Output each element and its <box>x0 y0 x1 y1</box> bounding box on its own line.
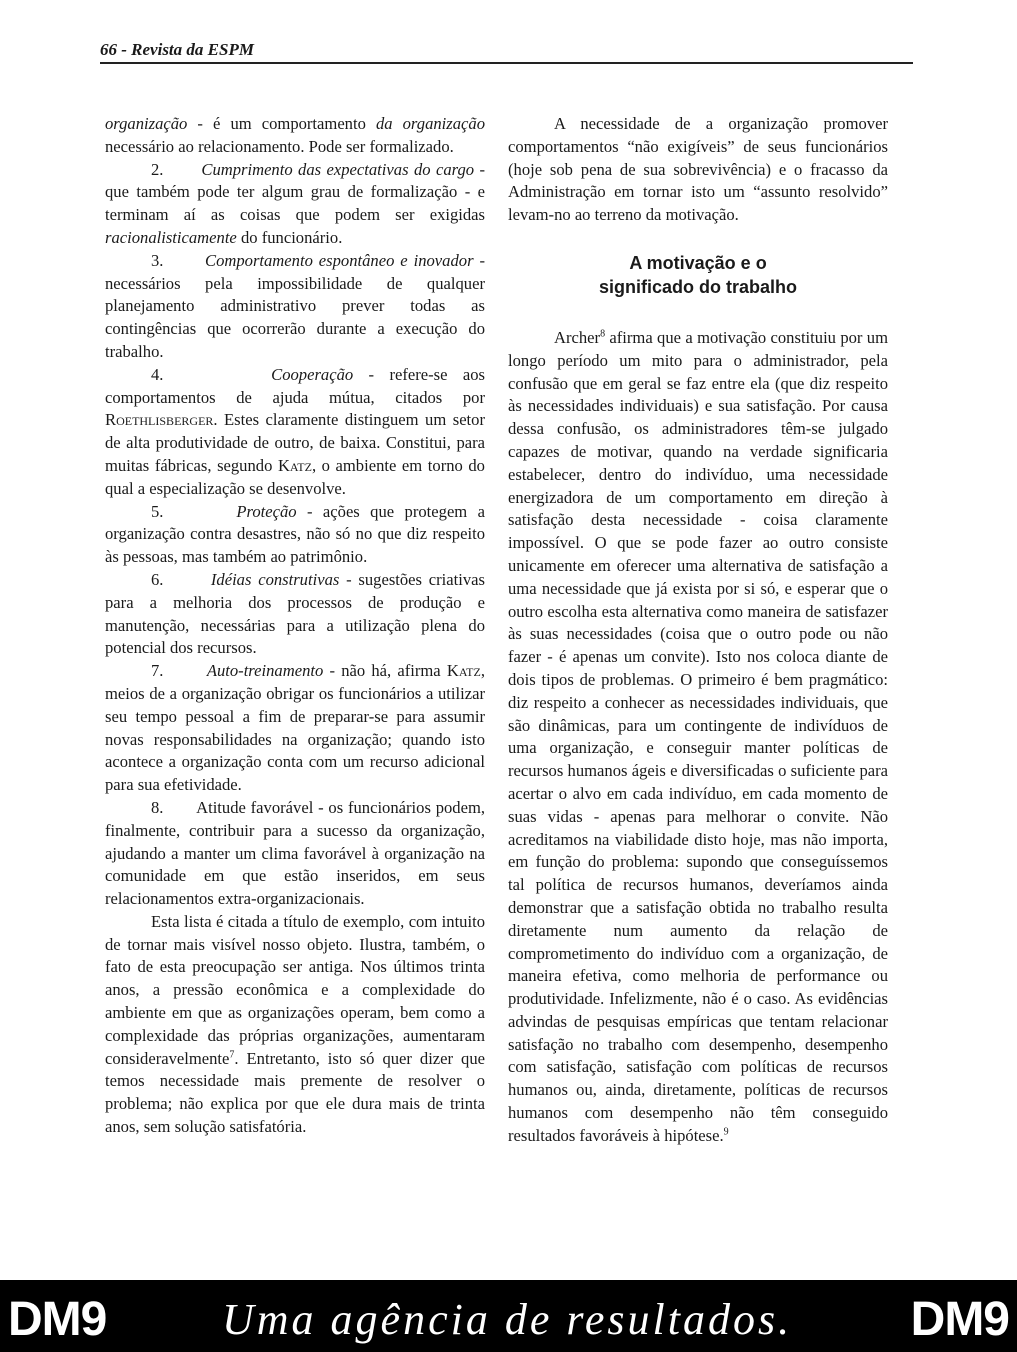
body-text: Esta lista é citada a título de exemplo, com intuito de tornar mais visível nosso objeto. Ilustra, também, o fato de esta preocupação ser antiga. Nos últimos trinta anos, a pressão econômica e a complexidade do ambiente em que as organizações operam, bem como a complexidade das próprias organizações, aumentaram consideravelmente <box>105 911 485 1068</box>
italic-text: da organização <box>375 114 485 133</box>
advertisement-banner <box>0 1280 1017 1352</box>
footnote-ref: 7 <box>229 1049 235 1061</box>
list-item-3 <box>105 250 485 364</box>
author-name: Archer <box>554 327 601 347</box>
list-item-6 <box>105 569 485 660</box>
item-number: 8. <box>151 797 164 817</box>
author-name: Katz <box>446 661 481 681</box>
body-text: , o ambiente em torno do qual a especialização se desenvolve. <box>105 455 485 498</box>
paragraph-continuation <box>105 113 485 159</box>
section-heading <box>508 251 888 299</box>
body-text: Atitude favorável - os funcionários podem, finalmente, contribuir para a sucesso da organização, ajudando a manter um clima favorável à organização na comunidade em que estão inseridos, em seus relacionamentos extra-organizacionais. <box>105 797 486 909</box>
item-title: Auto-treinamento <box>206 661 324 681</box>
body-text: . Entretanto, isto só quer dizer que temos necessidade mais premente de resolver o problema; não explica por que ele dura mais de trinta anos, sem solução satisfatória. <box>105 1048 485 1137</box>
author-name: Roethlisberger <box>105 410 214 430</box>
item-title: Cooperação <box>271 364 354 384</box>
footnote-ref: 8 <box>600 328 606 340</box>
body-text: - que também pode ter algum grau de formalização - e terminam aí as coisas que podem ser exigidas <box>105 159 486 225</box>
list-item-2 <box>105 159 485 250</box>
section-heading-line: significado do trabalho <box>598 276 797 297</box>
item-title: Proteção <box>236 501 297 521</box>
list-item-8 <box>105 797 485 911</box>
item-number: 2. <box>151 159 164 179</box>
paragraph: A necessidade de a organização promover comportamentos “não exigíveis” de seus funcionários (hoje sob pena de sua sobrevivência) e o fracasso da Administração em tornar isto um “assunto resolvido” levam-no ao terreno da motivação. <box>508 114 888 225</box>
list-item-4 <box>105 364 485 501</box>
body-text: , meios de a organização obrigar os funcionários a utilizar seu tempo pessoal a fim de preparar-se para assumir novas responsabilidades na organização; quando isto acontece a organização conta com um recurso adicional para sua efetividade. <box>105 661 485 795</box>
paragraph <box>508 327 888 1148</box>
dm9-logo-right: DM9 <box>910 1293 1009 1346</box>
body-text: . Estes claramente distinguem um setor de alta produtividade de outro, de baixa. Constitui, para muitas fábricas, segundo <box>105 410 485 475</box>
italic-text: racionalisticamente <box>105 227 237 247</box>
running-header: 66 - Revista da ESPM <box>100 40 254 59</box>
list-item-5 <box>105 501 485 569</box>
dm9-logo-left: DM9 <box>8 1293 107 1346</box>
body-text: - não há, afirma <box>323 661 447 681</box>
body-text: afirma que a motivação constituiu por um longo período um mito para o administrador, pela confusão que em geral se faz entre ela (que diz respeito às necessidades individuais) e sua satisfação. Por causa dessa confusão, os administradores têm-se julgado capazes de motivar, quando na verdade significaria estabelecer, dentro do indivíduo, uma necessidade energizadora de um comportamento em direção à satisfação desta necessidade - coisa claramente impossível. O que se pode fazer ao outro consiste unicamente em oferecer uma alternativa de satisfação a uma necessidade que já exista por si só, e esperar que o outro escolha esta alternativa como maneira de satisfazer às suas necessidades (coisa que o outro pode ou não fazer - é apenas um convite). Isto nos coloca diante de dois tipos de problemas. O primeiro é bem pragmático: diz respeito a conhecer as necessidades individuais, que são dinâmicas, para um contingente de indivíduos de uma organização, e conseguir manter políticas de recursos humanos ágeis e diversificadas o suficiente para acertar o alvo em cada indivíduo, em cada momento de suas vidas - apenas para melhorar o convite. Não acreditamos na viabilidade disto hoje, mas não importa, em função do problema: supondo que conseguíssemos tal política de recursos humanos, deveríamos ainda demonstrar que a satisfação obtida no trabalho resulta diretamente num aumento da relação de comprometimento do indivíduo com a organização, de maneira efetiva, como melhoria de performance ou produtividade. Infelizmente, não é o caso. As evidências advindas de pesquisas empíricas que tentam relacionar satisfação no trabalho com desempenho, desempenho com satisfação, satisfação com políticas de recursos humanos ou, ainda, diretamente, políticas de recursos humanos com desempenho não têm conseguido resultados favoráveis à hipótese. <box>508 327 888 1145</box>
item-title: Comportamento espontâneo e inovador <box>205 250 474 270</box>
body-text: - é um comportamento <box>187 114 376 133</box>
italic-text: organização <box>105 114 188 133</box>
item-number: 4. <box>151 364 164 384</box>
body-text: - necessários pela impossibilidade de qualquer planejamento administrativo prever todas as contingências que ocorrerão durante a execução do trabalho. <box>105 250 485 361</box>
body-text: - sugestões criativas para a melhoria dos processos de produção e manutenção, necessárias para a utilização plena do potencial dos recursos. <box>105 569 485 658</box>
item-title: Cumprimento das expectativas do cargo <box>201 159 475 179</box>
body-text: - refere-se aos comportamentos de ajuda mútua, citados por <box>105 364 485 407</box>
item-number: 7. <box>151 661 164 681</box>
header-rule <box>100 62 913 64</box>
item-title: Idéias construtivas <box>210 569 340 589</box>
item-number: 5. <box>151 501 164 521</box>
footnote-ref: 9 <box>723 1126 729 1138</box>
author-name: Katz <box>277 455 312 475</box>
body-text: - ações que protegem a organização contra desastres, não só no que diz respeito às pessoas, mas também ao patrimônio. <box>105 501 485 567</box>
item-number: 6. <box>151 569 164 589</box>
item-number: 3. <box>151 250 164 270</box>
paragraph <box>105 911 485 1139</box>
left-column <box>105 113 485 1139</box>
ad-slogan: Uma agência de resultados. <box>222 1295 793 1344</box>
section-heading-line: A motivação e o <box>629 252 767 273</box>
right-column <box>508 113 888 1148</box>
body-text: necessário ao relacionamento. Pode ser formalizado. <box>105 136 454 156</box>
list-item-7 <box>105 660 485 797</box>
body-text: do funcionário. <box>236 227 343 247</box>
